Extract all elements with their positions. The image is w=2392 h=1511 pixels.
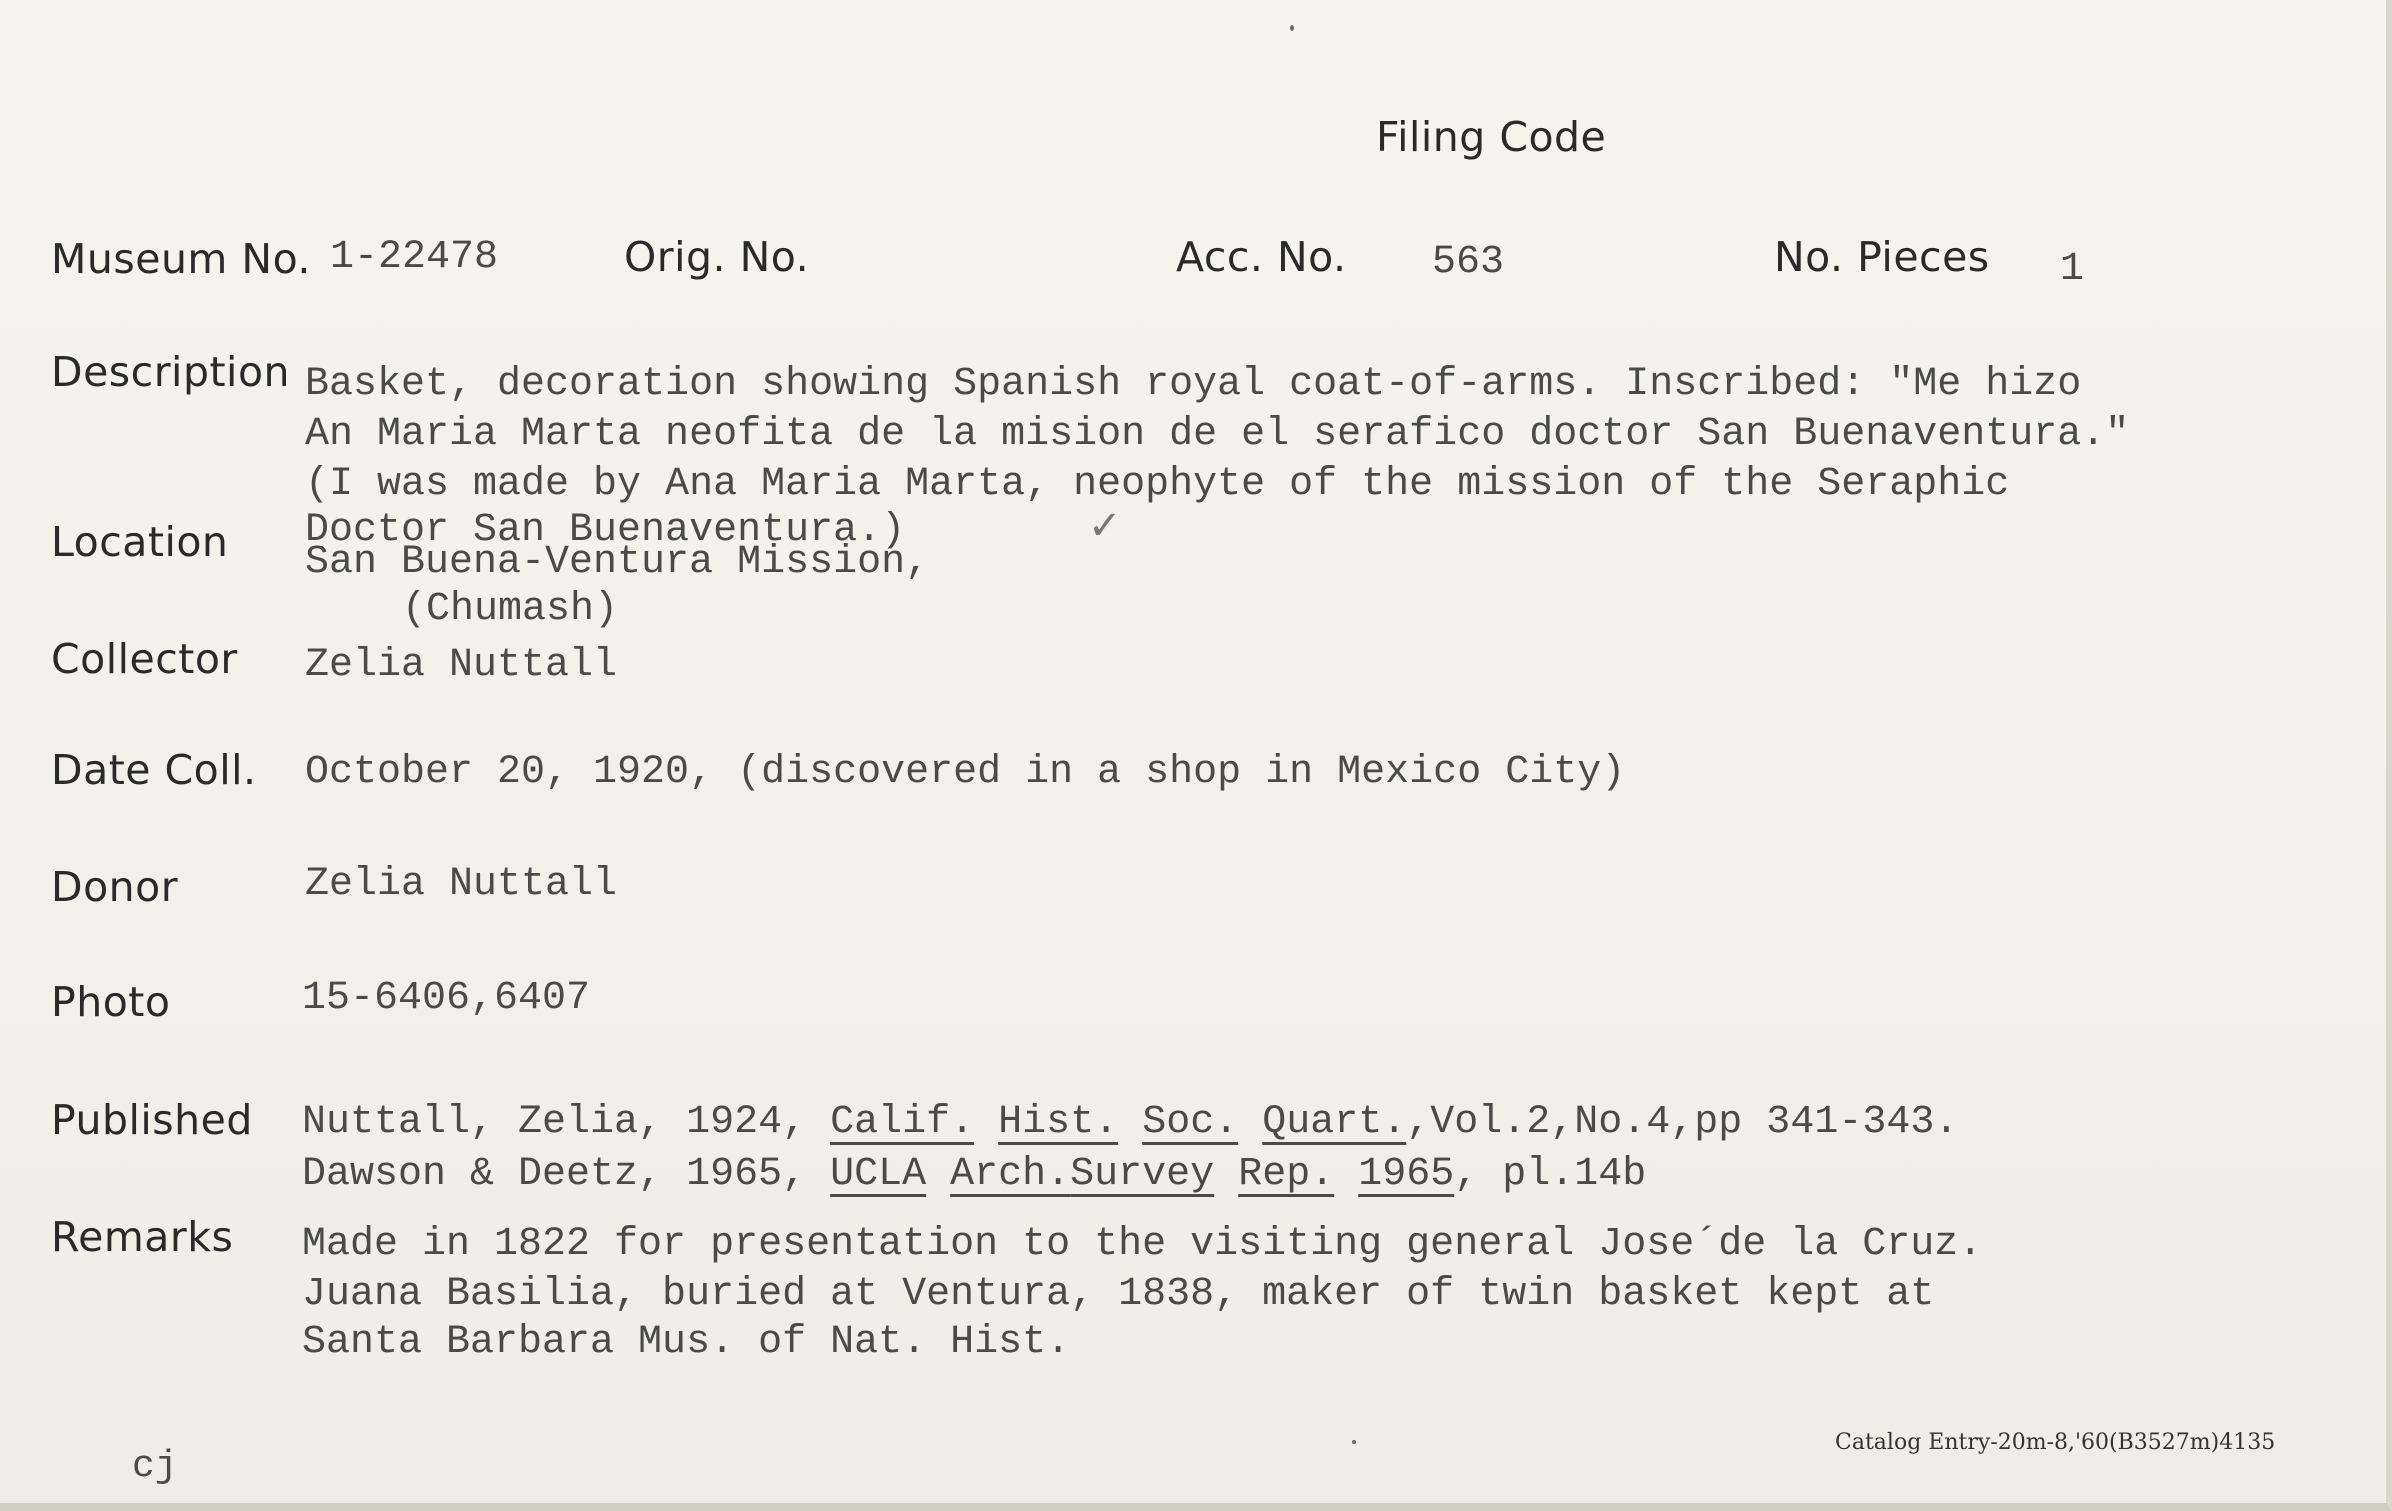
published-label: Published [51, 1096, 253, 1144]
collector-value: Zelia Nuttall [305, 643, 618, 688]
date-coll-value: October 20, 1920, (discovered in a shop in Mexico City) [305, 750, 1626, 795]
description-line-2: An Maria Marta neofita de la mision de el serafico doctor San Buenaventura." [305, 412, 2130, 457]
acc-no-value: 563 [1432, 240, 1505, 285]
donor-label: Donor [51, 863, 179, 911]
published-1-u1: Calif. [830, 1100, 975, 1145]
description-line-1: Basket, decoration showing Spanish royal coat-of-arms. Inscribed: "Me hizo [305, 362, 2082, 407]
photo-label: Photo [51, 978, 171, 1026]
remarks-label: Remarks [51, 1213, 234, 1261]
published-1-pre: Nuttall, Zelia, 1924, [302, 1100, 831, 1145]
collector-label: Collector [51, 635, 238, 683]
published-1-post: ,Vol.2,No.4,pp 341-343. [1406, 1100, 1959, 1145]
published-line-2 [302, 1152, 1646, 1197]
description-line-4: Doctor San Buenaventura.) [305, 508, 906, 553]
description-label: Description [51, 348, 291, 396]
remarks-line-1: Made in 1822 for presentation to the visiting general Jose´de la Cruz. [302, 1222, 1983, 1267]
published-2-post: , pl.14b [1454, 1152, 1647, 1197]
description-line-3: (I was made by Ana Maria Marta, neophyte of the mission of the Seraphic [305, 462, 2010, 507]
published-2-mid: Survey [1070, 1152, 1215, 1197]
location-line-1: San Buena-Ventura Mission, [305, 540, 930, 585]
published-1-u4: Quart. [1262, 1100, 1407, 1145]
donor-value: Zelia Nuttall [305, 862, 618, 907]
form-footer: Catalog Entry-20m-8,'60(B3527m)4135 [1835, 1430, 2276, 1455]
location-line-2: (Chumash) [402, 587, 619, 632]
published-1-u2: Hist. [998, 1100, 1119, 1145]
photo-value: 15-6406,6407 [302, 976, 591, 1021]
orig-no-label: Orig. No. [624, 233, 810, 281]
filing-code-label: Filing Code [1376, 113, 1607, 161]
no-pieces-label: No. Pieces [1774, 233, 1990, 281]
published-2-u4: 1965 [1358, 1152, 1455, 1197]
published-1-u3: Soc. [1142, 1100, 1239, 1145]
location-label: Location [51, 518, 229, 566]
cataloger-initials: cj [132, 1445, 178, 1488]
ink-speck [1290, 25, 1294, 31]
date-coll-label: Date Coll. [51, 746, 257, 794]
checkmark-icon: ✓ [1088, 503, 1122, 549]
published-line-1 [302, 1100, 1958, 1145]
acc-no-label: Acc. No. [1176, 233, 1347, 281]
remarks-line-3: Santa Barbara Mus. of Nat. Hist. [302, 1320, 1071, 1365]
remarks-line-2: Juana Basilia, buried at Ventura, 1838, maker of twin basket kept at [302, 1272, 1935, 1317]
published-2-u2: Arch. [950, 1152, 1071, 1197]
published-2-u3: Rep. [1238, 1152, 1335, 1197]
ink-speck [1352, 1440, 1356, 1444]
museum-no-value: 1-22478 [330, 235, 499, 280]
published-2-u1: UCLA [830, 1152, 927, 1197]
no-pieces-value: 1 [2060, 247, 2085, 292]
museum-no-label: Museum No. [51, 235, 311, 283]
published-2-pre: Dawson & Deetz, 1965, [302, 1152, 831, 1197]
